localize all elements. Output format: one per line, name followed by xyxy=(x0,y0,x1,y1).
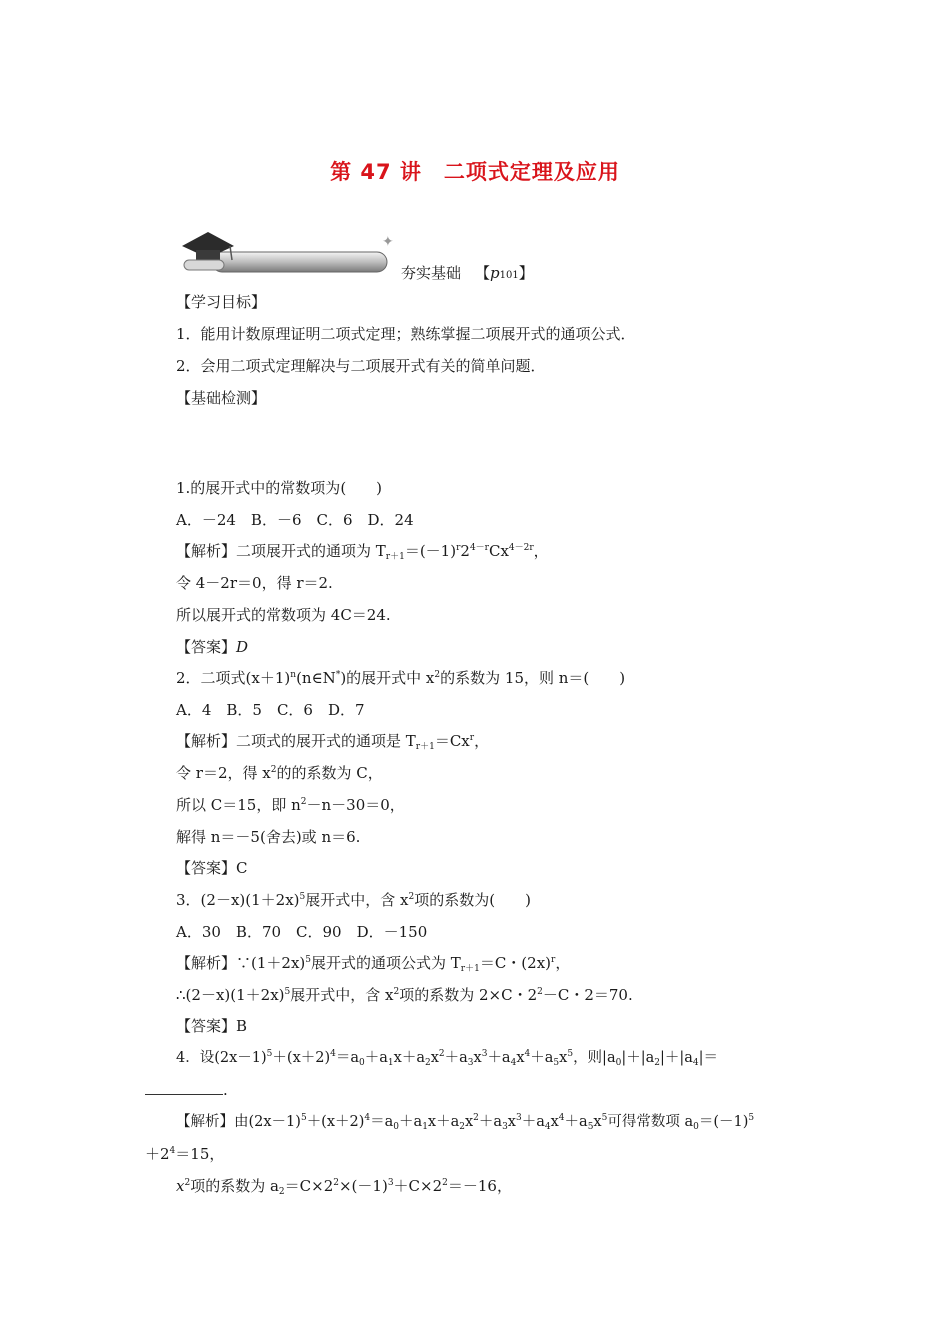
q4-solution-line-2: $x^2$项的系数为 $a_2=C\times 2^2\times(-1)^3+C\times 2^2=-16$， xyxy=(176,1177,512,1197)
q2-options: A．4 B．5 C．6 D．7 xyxy=(176,701,365,719)
q1-answer: 【答案】D xyxy=(176,638,249,656)
q4-answer-blank[interactable]: . xyxy=(145,1080,228,1100)
q4-solution-line-1: 【解析】由$(2x-1)^5+(x+2)^4=a_0+a_1x+a_2x^2+a_3x^3+a_4x^4+a_5x^5$可得常数项 $a_0=(-1)^5$ xyxy=(176,1113,755,1132)
q2-stem: 2．二项式$(x+1)^n(n\in N^*)$的展开式中 $x^2$的系数为 15，则 n＝( ) xyxy=(176,669,626,687)
q1-solution-line-1: 【解析】二项展开式的通项为 $T_{r+1}=(-1)^r2^{4-r}Cx^{4-2r}$， xyxy=(176,542,549,562)
q3-options: A．30 B．70 C．90 D．－150 xyxy=(176,923,428,941)
page-reference: 【p101】 xyxy=(475,264,534,282)
q1-solution-line-3: 所以展开式的常数项为 4C＝24. xyxy=(176,606,391,624)
q3-stem: 3．$(2-x)(1+2x)^5$展开式中，含 $x^2$项的系数为( ) xyxy=(176,891,531,909)
q4-stem: 4．设$(2x-1)^5+(x+2)^4=a_0+a_1x+a_2x^2+a_3x^3+a_4x^4+a_5x^5$，则$|a_0|+|a_2|+|a_4|=$ xyxy=(176,1049,719,1068)
q3-solution-line-1: 【解析】$\because(1+2x)^5$展开式的通项公式为 $T_{r+1}=C$・$(2x)^r$， xyxy=(176,954,571,974)
check-heading: 【基础检测】 xyxy=(176,389,267,407)
q4-solution-line-1-cont: $+2^4=15$， xyxy=(145,1145,225,1163)
goal-item-1: 1．能用计数原理证明二项式定理；熟练掌握二项展开式的通项公式． xyxy=(176,325,636,343)
goals-heading: 【学习目标】 xyxy=(176,293,267,311)
q2-solution-line-4: 解得 n＝－5(舍去)或 n＝6. xyxy=(176,828,361,846)
q2-solution-line-3: 所以 C＝15，即 $n^2-n-30=0$， xyxy=(176,796,405,814)
page-title: 第 47 讲 二项式定理及应用 xyxy=(330,160,620,184)
q1-options: A．－24 B．－6 C．6 D．24 xyxy=(176,511,414,529)
q1-stem: 1.的展开式中的常数项为( ) xyxy=(176,479,383,497)
q3-solution-line-2: $\therefore(2-x)(1+2x)^5$展开式中，含 $x^2$项的系数为 2×C・$2^2-C$・2＝70. xyxy=(176,986,633,1004)
banner-label: 夯实基础 xyxy=(401,264,462,282)
goal-item-2: 2．会用二项式定理解决与二项展开式有关的简单问题． xyxy=(176,357,546,375)
q1-solution-line-2: 令 4－2r＝0，得 r＝2. xyxy=(176,574,333,592)
q2-solution-line-2: 令 r＝2，得 $x^2$的的系数为 C， xyxy=(176,764,383,782)
q2-answer: 【答案】C xyxy=(176,859,248,877)
sparkle-icon: ✦ xyxy=(382,234,394,250)
q3-answer: 【答案】B xyxy=(176,1017,248,1035)
q2-solution-line-1: 【解析】二项式的展开式的通项是 $T_{r+1}=Cx^r$， xyxy=(176,732,490,752)
